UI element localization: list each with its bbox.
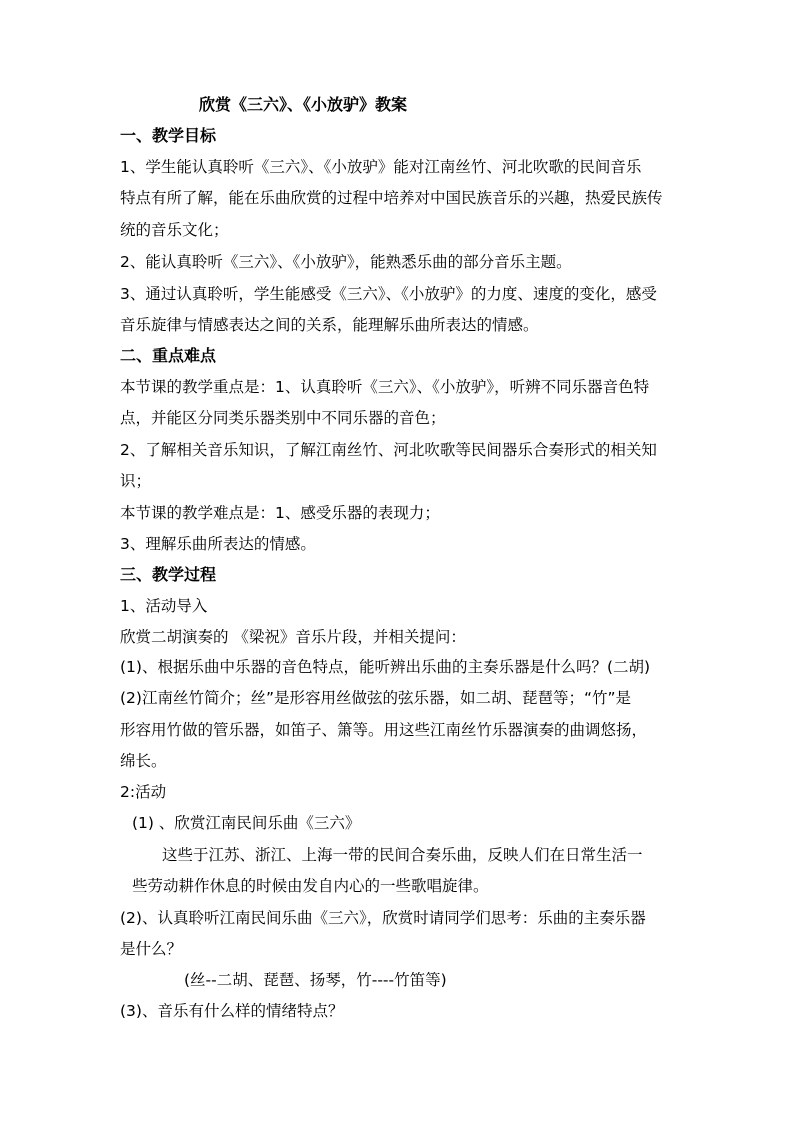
- section-heading-process: 三、教学过程: [120, 565, 217, 584]
- text-line: 1、活动导入: [120, 597, 208, 615]
- text-line: (1) 、欣赏江南民间乐曲《三六》: [132, 814, 361, 832]
- text-line: 2、能认真聆听《三六》、《小放驴》，能熟悉乐曲的部分音乐主题。: [120, 253, 572, 271]
- document-title: 欣赏《三六》、《小放驴》教案: [199, 95, 408, 114]
- text-line: 2、了解相关音乐知识，了解江南丝竹、河北吹歌等民间器乐合奏形式的相关知: [120, 441, 657, 459]
- text-line: 是什么？: [120, 940, 183, 958]
- text-line: 点，并能区分同类乐器类别中不同乐器的音色；: [120, 409, 446, 427]
- text-line: 些劳动耕作休息的时候由发自内心的一些歌唱旋律。: [132, 877, 489, 895]
- text-line: (2)江南丝竹简介；丝”是形容用丝做弦的弦乐器，如二胡、琵琶等；“竹”是: [120, 689, 632, 707]
- text-line: (1)、根据乐曲中乐器的音色特点，能听辨出乐曲的主奏乐器是什么吗？(二胡): [120, 658, 651, 676]
- text-line: 2:活动: [120, 783, 167, 801]
- text-line: 3、理解乐曲所表达的情感。: [120, 535, 316, 553]
- text-line: (3)、音乐有什么样的情绪特点？: [120, 1002, 344, 1020]
- text-line: 特点有所了解，能在乐曲欣赏的过程中培养对中国民族音乐的兴趣，热爱民族传: [120, 189, 663, 207]
- text-line: 本节课的教学重点是：1、认真聆听《三六》、《小放驴》，听辨不同乐器音色特: [120, 378, 650, 396]
- text-line: 统的音乐文化；: [120, 221, 229, 239]
- text-line: (2)、认真聆听江南民间乐曲《三六》，欣赏时请同学们思考：乐曲的主奏乐器: [120, 909, 646, 927]
- text-line: 欣赏二胡演奏的 《梁祝》音乐片段，并相关提问：: [120, 628, 466, 646]
- text-line: 1、学生能认真聆听《三六》、《小放驴》能对江南丝竹、河北吹歌的民间音乐: [120, 158, 642, 176]
- text-line: 识；: [120, 472, 152, 490]
- text-line: 音乐旋律与情感表达之间的关系，能理解乐曲所表达的情感。: [120, 316, 539, 334]
- text-line: 本节课的教学难点是：1、感受乐器的表现力；: [120, 504, 440, 522]
- text-line: 绵长。: [120, 752, 167, 770]
- text-line: 形容用竹做的管乐器，如笛子、箫等。用这些江南丝竹乐器演奏的曲调悠扬，: [120, 721, 648, 739]
- text-line: 3、通过认真聆听，学生能感受《三六》、《小放驴》的力度、速度的变化，感受: [120, 285, 657, 303]
- text-line: (丝--二胡、琵琶、扬琴，竹----竹笛等): [184, 971, 447, 989]
- text-line: 这些于江苏、浙江、上海一带的民间合奏乐曲，反映人们在日常生活一: [162, 846, 643, 864]
- section-heading-key-points: 二、重点难点: [120, 346, 217, 365]
- section-heading-objectives: 一、教学目标: [120, 126, 217, 145]
